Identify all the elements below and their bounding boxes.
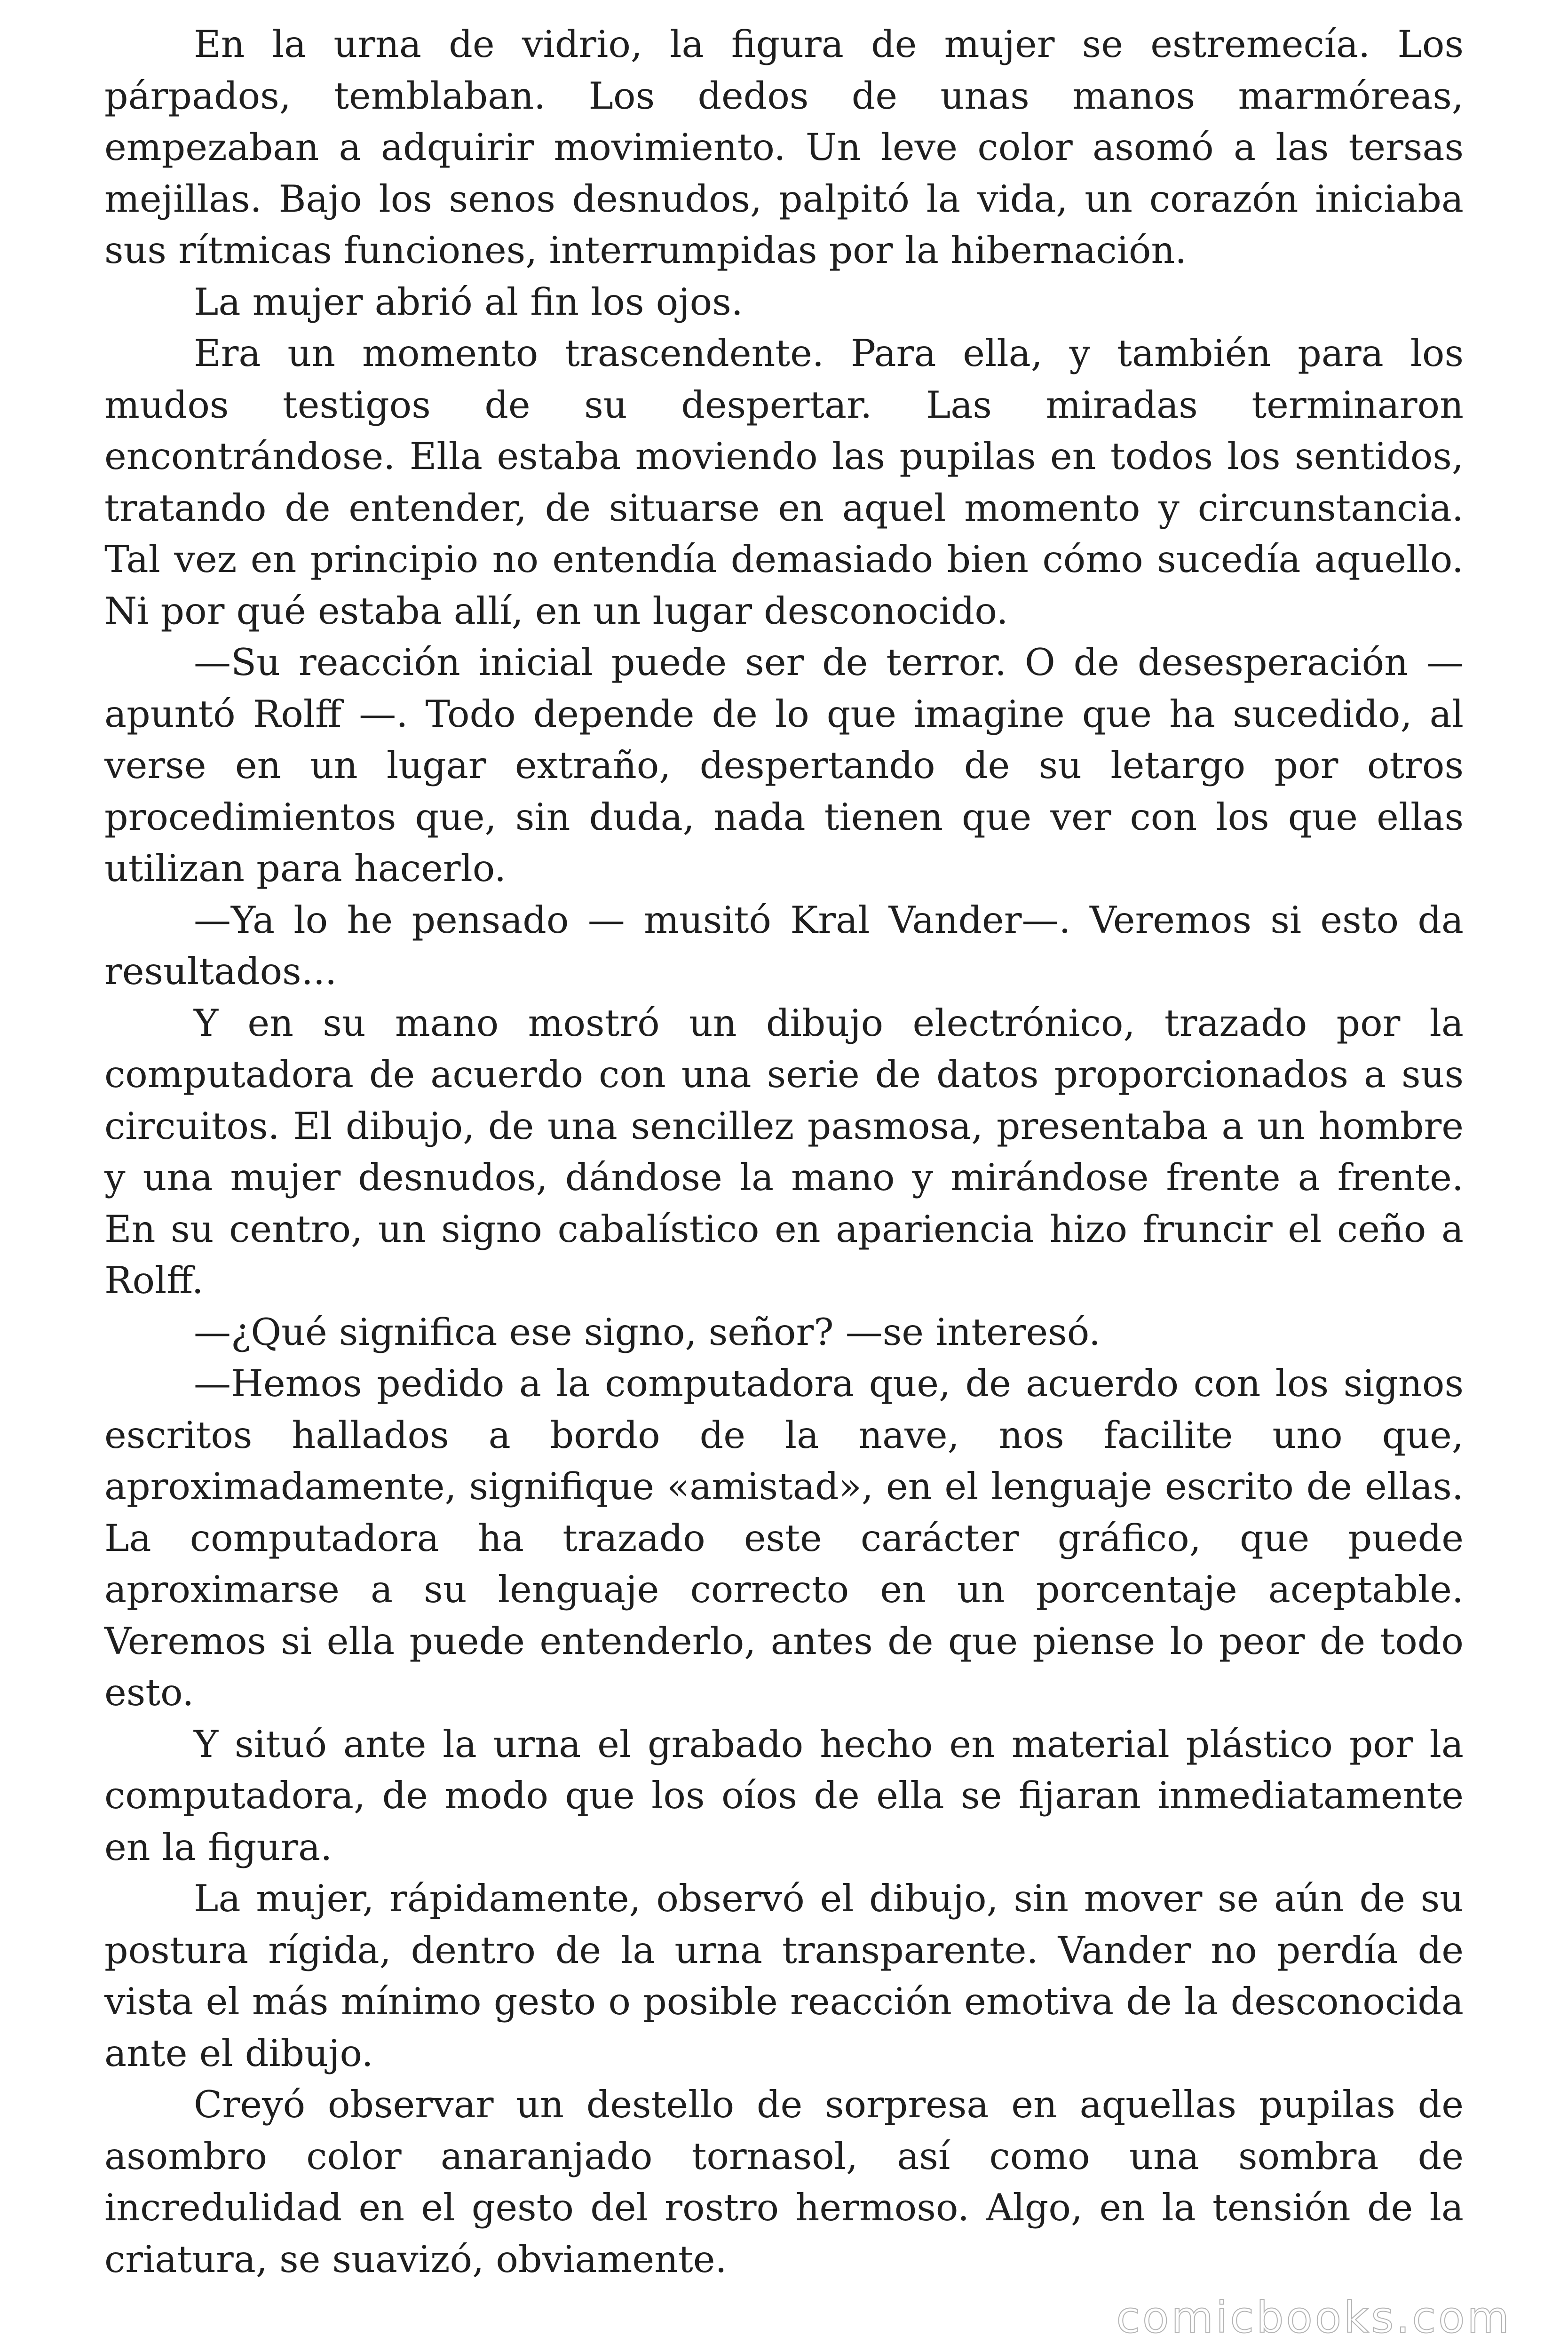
paragraph: En la urna de vidrio, la figura de mujer se estremecía. Los párpados, temblaban. Los dedos de unas manos marmóreas, empezaban a adquirir movimiento. Un leve color asomó a las tersas mejillas. Bajo los senos desnudos, palpitó la vida, un corazón iniciaba sus rítmicas funciones, interrumpidas por la hibernación. [104, 23, 1464, 272]
paragraph: —Hemos pedido a la computadora que, de acuerdo con los signos escritos hallados a bordo de la nave, nos facilite uno que, aproximadamente, signifique «amistad», en el lenguaje escrito de ellas. La computadora ha trazado este carácter gráfico, que puede aproximarse a su lenguaje correcto en un porcentaje aceptable. Veremos si ella puede entenderlo, antes de que piense lo peor de todo esto. [104, 1362, 1464, 1714]
paragraph: —Su reacción inicial puede ser de terror. O de desesperación — apuntó Rolff —. Todo depende de lo que imagine que ha sucedido, al verse en un lugar extraño, despertando de su letargo por otros procedimientos que, sin duda, nada tienen que ver con los que ellas utilizan para hacerlo. [104, 641, 1464, 890]
watermark: comicbooks.com [1116, 2292, 1512, 2343]
paragraph: —¿Qué significa ese signo, señor? —se interesó. [194, 1310, 1101, 1354]
paragraph: —Ya lo he pensado — musitó Kral Vander—. Veremos si esto da resultados... [104, 898, 1464, 993]
paragraph: Y situó ante la urna el grabado hecho en material plástico por la computadora, de modo que los oíos de ella se fijaran inmediatamente en la figura. [104, 1722, 1464, 1869]
paragraph: La mujer, rápidamente, observó el dibujo, sin mover se aún de su postura rígida, dentro de la urna transparente. Vander no perdía de vista el más mínimo gesto o posible reacción emotiva de la desconocida ante el dibujo. [104, 1877, 1464, 2075]
paragraph: Y en su mano mostró un dibujo electrónico, trazado por la computadora de acuerdo con una serie de datos proporcionados a sus circuitos. El dibujo, de una sencillez pasmosa, presentaba a un hombre y una mujer desnudos, dándose la mano y mirándose frente a frente. En su centro, un signo cabalístico en apariencia hizo fruncir el ceño a Rolff. [104, 1001, 1464, 1302]
paragraph: Era un momento trascendente. Para ella, y también para los mudos testigos de su despertar. Las miradas terminaron encontrándose. Ella estaba moviendo las pupilas en todos los sentidos, tratando de entender, de situarse en aquel momento y circunstancia. Tal vez en principio no entendía demasiado bien cómo sucedía aquello. Ni por qué estaba allí, en un lugar desconocido. [104, 332, 1464, 633]
paragraph: La mujer abrió al fin los ojos. [194, 280, 743, 324]
paragraph: Creyó observar un destello de sorpresa en aquellas pupilas de asombro color anaranjado tornasol, así como una sombra de incredulidad en el gesto del rostro hermoso. Algo, en la tensión de la criatura, se suavizó, obviamente. [104, 2083, 1464, 2281]
book-page [104, 19, 1464, 2285]
